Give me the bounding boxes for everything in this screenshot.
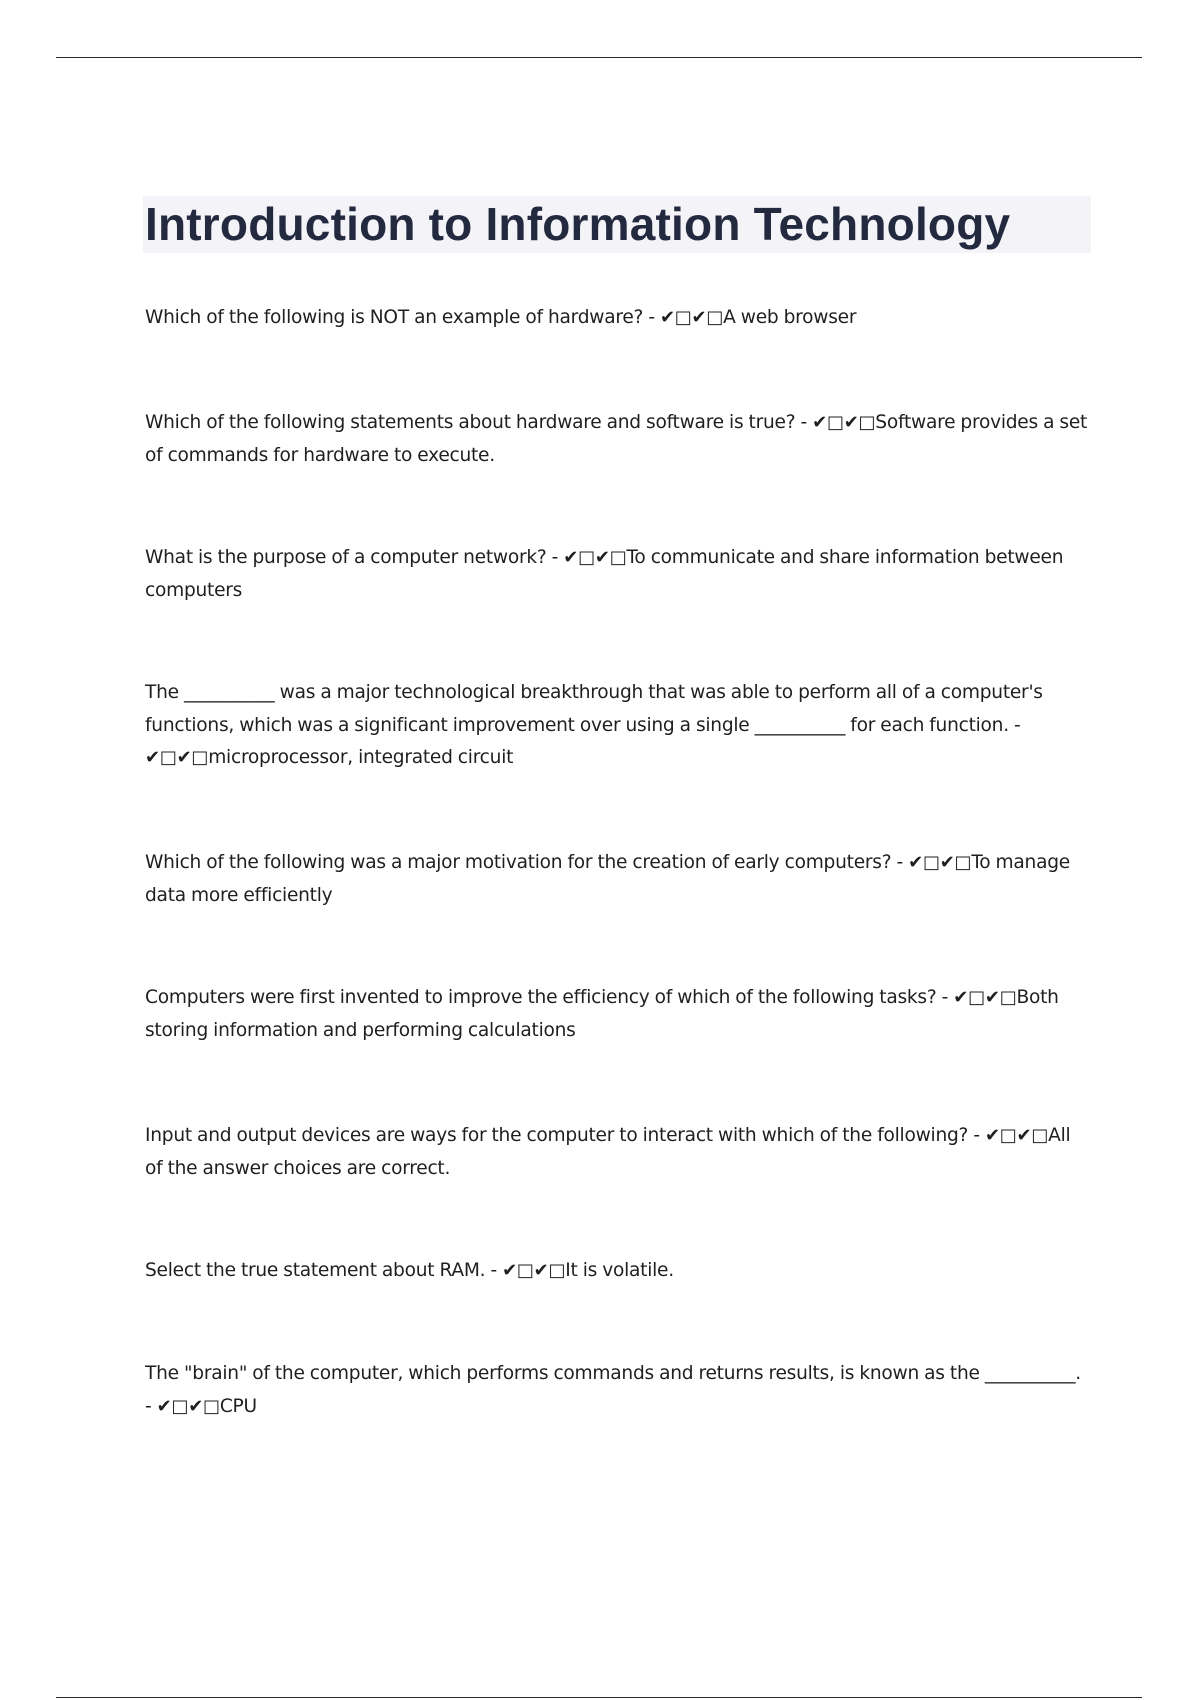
qa-item [145,847,1091,912]
question-text: The "brain" of the computer, which performs commands and returns results, is known as the __________. [145,1363,1081,1384]
separator: - [936,987,954,1008]
document-title: Introduction to Information Technology [145,198,1011,250]
answer-marker-icon: ✔□✔□ [502,1260,566,1281]
answer-marker-icon: ✔□✔□ [984,1125,1049,1146]
separator: - [546,547,564,568]
qa-item [145,1255,1091,1288]
answer-text: It is volatile. [565,1260,674,1281]
answer-marker-icon: ✔□✔□ [812,412,876,433]
answer-marker-icon: ✔□✔□ [156,1395,220,1417]
separator: - [795,412,813,433]
question-text: Which of the following was a major motivation for the creation of early computers? [145,852,892,873]
answer-marker-icon: ✔□✔□ [563,547,627,568]
question-text: Select the true statement about RAM. [145,1260,486,1281]
qa-item [145,407,1091,472]
qa-item [145,982,1091,1047]
answer-text: A web browser [723,307,857,328]
qa-item [145,542,1091,607]
separator: - [643,307,660,328]
answer-marker-icon: ✔□✔□ [145,747,209,768]
question-text: Input and output devices are ways for the computer to interact with which of the following? [145,1125,969,1146]
answer-marker-icon: ✔□✔□ [908,852,972,873]
separator: - [485,1260,503,1281]
separator: - [145,1395,157,1417]
qa-item [145,1120,1091,1185]
separator: - [1008,714,1021,736]
title-block [143,196,1091,253]
qa-item [145,302,1091,335]
answer-marker-icon: ✔□✔□ [659,307,724,328]
question-text: Which of the following statements about hardware and software is true? [145,412,796,433]
question-text: What is the purpose of a computer network? [145,547,547,568]
question-text: Computers were first invented to improve the efficiency of which of the following tasks? [145,987,937,1008]
header-rule [56,57,1142,58]
separator: - [968,1125,985,1146]
separator: - [891,852,909,873]
answer-text: CPU [219,1395,257,1417]
qa-item [145,1358,1091,1423]
answer-marker-icon: ✔□✔□ [953,987,1017,1008]
answer-text: All of the answer choices are correct. [145,1125,1071,1179]
answer-text: Software provides a set of commands for hardware to execute. [145,412,1088,466]
answer-text: To communicate and share information between computers [145,547,1064,601]
answer-text: To manage data more efficiently [145,852,1070,906]
answer-text: Both storing information and performing calculations [145,987,1059,1041]
footer-rule [56,1697,1142,1698]
question-text: Which of the following is NOT an example of hardware? [145,307,644,328]
qa-item [145,677,1091,775]
answer-text: microprocessor, integrated circuit [208,747,514,768]
question-text: The __________ was a major technological breakthrough that was able to perform all of a computer's functions, which was a significant improvement over using a single __________ for each function. [145,682,1043,736]
